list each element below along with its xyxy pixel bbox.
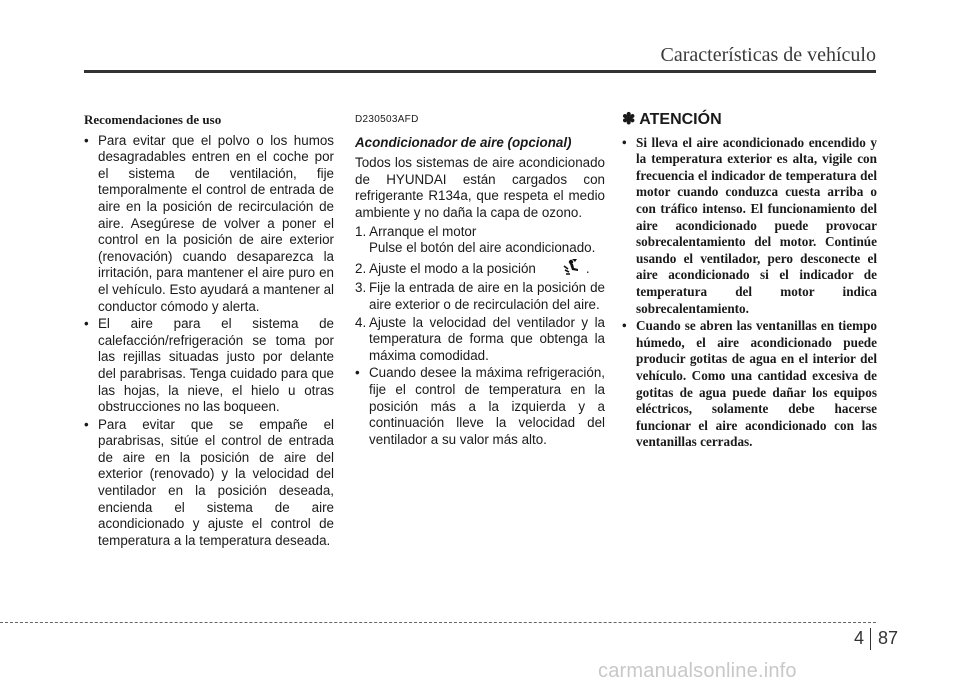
floor-defrost-mode-icon (562, 258, 582, 281)
step-1: 1. Arranque el motor (355, 223, 477, 239)
left-column (84, 112, 334, 550)
right-column (622, 112, 877, 452)
step-2 (355, 258, 605, 281)
bullet-text: Para evitar que se empañe el parabrisas, sitúe el control de entrada de aire en la posición de aire del exterior (renovado) y la velocidad del ventilador en la posición deseada, encienda el sistema de aire acondicionado y ajuste el control de temperatura a la temperatura deseada. (98, 416, 334, 548)
list-item (355, 280, 605, 313)
list-item (84, 417, 334, 550)
intro-paragraph: Todos los sistemas de aire acondicionado de HYUNDAI están cargados con refrigerante R134a, que respeta el medio ambiente y no daña la capa de ozono. (355, 155, 605, 220)
step-2-text: 2. Ajuste el modo a la posición (355, 260, 536, 276)
max-cooling-tip: Cuando desee la máxima refrigeración, fije el control de temperatura en la posición más a la izquierda y a continuación lleve la velocidad del ventilador a su valor más alto. (369, 365, 605, 447)
watermark: carmanualsonline.info (598, 660, 797, 682)
step-4-text: Ajuste la velocidad del ventilador y la temperatura de forma que obtenga la máxima comodidad. (369, 314, 605, 363)
list-item (84, 316, 334, 416)
bullet-marker: • (622, 134, 627, 150)
attention-heading: ✽ ATENCIÓN (622, 111, 722, 128)
warning-text: Si lleva el aire acondicionado encendido y la temperatura exterior es alta, vigile con frecuencia el indicador de temperatura del motor cuando conduzca cuesta arriba o con tráfico intenso. El funcionamiento del aire acondicionado puede provocar sobrecalentamiento del motor. Continúe usando el ventilador, pero desconecte el aire acondicionado si el indicador de temperatura del motor indica sobrecalentamiento. (636, 134, 877, 316)
step-2-end: . (585, 260, 590, 276)
step-3-text: Fije la entrada de aire en la posición de aire exterior o de recirculación del aire. (369, 280, 605, 312)
list-item (355, 315, 605, 365)
air-conditioner-subtitle: Acondicionador de aire (opcional) (355, 134, 572, 150)
page-number-separator (870, 628, 871, 650)
section-title: Características de vehículo (660, 44, 876, 66)
list-item (622, 135, 877, 318)
bullet-text: Para evitar que el polvo o los humos desagradables entren en el coche por el sistema de ventilación, fije temporalmente el control de entrada de aire en la posición de recirculación de aire. Asegúrese de volver a poner el control en la posición de aire exterior (renovación) cuando desaparezca la irritación, para mantener el aire puro en el vehículo. Esto ayudará a mantener al conductor cómodo y alerta. (98, 132, 334, 314)
header-divider (84, 70, 876, 73)
footer-divider (0, 622, 876, 623)
warning-text: Cuando se abren las ventanillas en tiempo húmedo, el aire acondicionado puede producir gotitas de agua en el interior del vehículo. Como una cantidad excesiva de gotitas de agua puede dañar los equipos eléctricos, solamente debe hacerse funcionar el aire acondicionado con las ventanillas cerradas. (636, 318, 877, 450)
page-number: 87 (878, 628, 899, 648)
list-item (355, 365, 605, 448)
section-code: D230503AFD (355, 114, 419, 125)
step-number: 4. (355, 314, 367, 330)
bullet-marker: • (84, 132, 89, 148)
middle-column (355, 112, 605, 449)
bullet-marker: • (84, 316, 89, 332)
bullet-marker: • (622, 318, 627, 334)
list-item (84, 133, 334, 316)
bullet-text: El aire para el sistema de calefacción/refrigeración se toma por las rejillas situadas justo por delante del parabrisas. Tenga cuidado para que las hojas, la nieve, el hielo u otras obstrucciones no las boqueen. (98, 316, 334, 415)
usage-recommendations-heading: Recomendaciones de uso (84, 112, 222, 127)
step-1-detail: Pulse el botón del aire acondicionado. (369, 240, 596, 256)
bullet-marker: • (84, 416, 89, 432)
step-number: 3. (355, 280, 367, 296)
chapter-number: 4 (854, 628, 865, 648)
bullet-marker: • (355, 365, 360, 381)
list-item (622, 318, 877, 451)
